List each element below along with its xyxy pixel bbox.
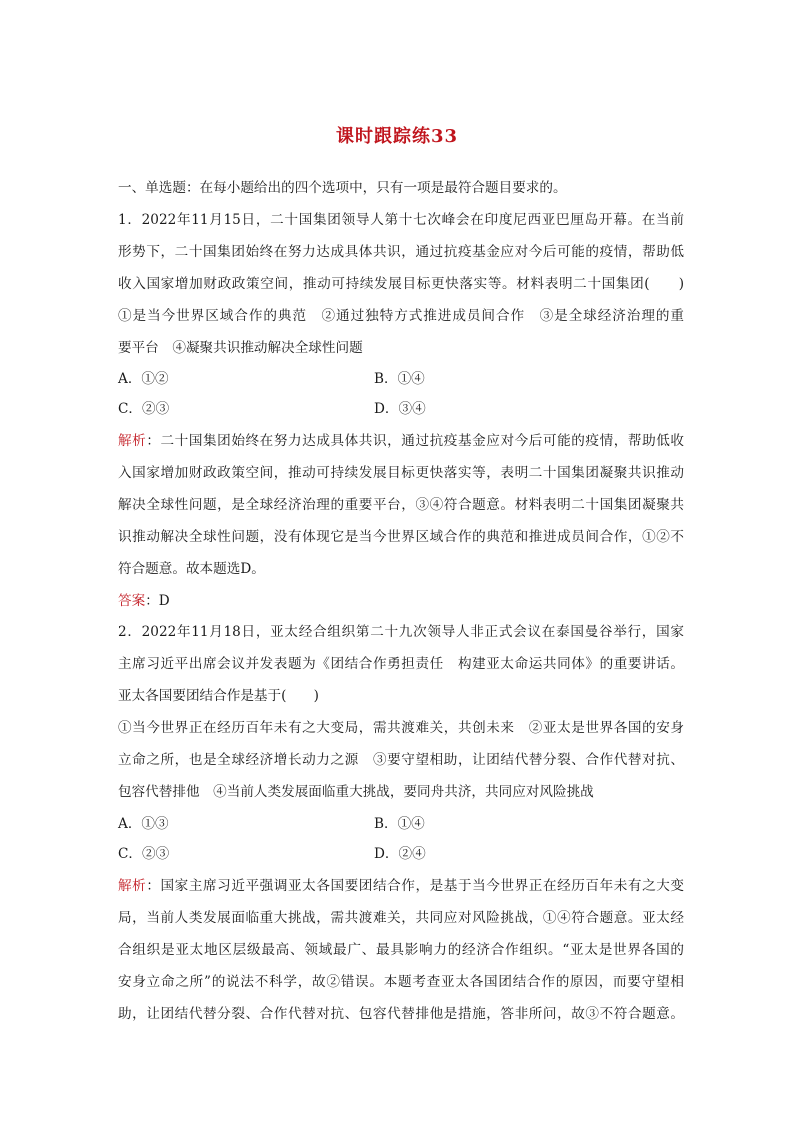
q2-analysis-line-5: 助，让团结代替分裂、合作代替对抗、包容代替排他是措施，答非所问，故③不符合题意。	[118, 1006, 684, 1022]
q1-option-d: D．③④	[374, 401, 426, 417]
q2-stem-line-5: 立命之所，也是全球经济增长动力之源 ③要守望相助，让团结代替分裂、合作代替对抗、	[118, 752, 684, 768]
q2-analysis-line-4: 安身立命之所”的说法不科学，故②错误。本题考查亚太各国团结合作的原因，而要守望相	[118, 974, 684, 990]
q1-answer-label: 答案	[118, 593, 146, 609]
q2-stem-line-4: ①当今世界正在经历百年未有之大变局，需共渡难关，共创未来 ②亚太是世界各国的安身	[118, 720, 684, 736]
q2-stem-line-1: 2．2022年11月18日，亚太经合组织第二十九次领导人非正式会议在泰国曼谷举行，国家	[118, 624, 684, 640]
page-title: 课时跟踪练33	[335, 126, 459, 147]
q1-analysis-line-2: 入国家增加财政政策空间，推动可持续发展目标更快落实等，表明二十国集团凝聚共识推动	[118, 465, 684, 481]
q2-option-a: A．①③	[118, 816, 169, 832]
q1-stem-line-1: 1．2022年11月15日，二十国集团领导人第十七次峰会在印度尼西亚巴厘岛开幕。在当前	[118, 212, 684, 228]
q2-analysis-label: 解析	[118, 878, 147, 894]
q2-analysis-line-1: 解析：国家主席习近平强调亚太各国要团结合作，是基于当今世界正在经历百年未有之大变	[118, 878, 684, 894]
q1-analysis-line-1: 解析：二十国集团始终在努力达成具体共识，通过抗疫基金应对今后可能的疫情，帮助低收	[118, 433, 684, 449]
q1-stem-line-4: ①是当今世界区域合作的典范 ②通过独特方式推进成员间合作 ③是全球经济治理的重	[118, 308, 684, 324]
q1-stem-line-3: 收入国家增加财政政策空间，推动可持续发展目标更快落实等。材料表明二十国集团( )	[118, 276, 684, 292]
q2-analysis-line-2: 局，当前人类发展面临重大挑战，需共渡难关，共同应对风险挑战，①④符合题意。亚太经	[118, 910, 684, 926]
q1-option-b: B．①④	[374, 371, 425, 387]
q2-analysis-line-3: 合组织是亚太地区层级最高、领域最广、最具影响力的经济合作组织。“亚太是世界各国的	[118, 942, 684, 958]
q2-stem-line-2: 主席习近平出席会议并发表题为《团结合作勇担责任 构建亚太命运共同体》的重要讲话。	[118, 656, 684, 672]
q1-analysis-line-5: 符合题意。故本题选D。	[118, 561, 265, 577]
q1-analysis-line-4: 识推动解决全球性问题，没有体现它是当今世界区域合作的典范和推进成员间合作，①②不	[118, 529, 684, 545]
section-header: 一、单选题：在每小题给出的四个选项中，只有一项是最符合题目要求的。	[118, 180, 567, 196]
q1-option-a: A．①②	[118, 371, 169, 387]
q1-stem-line-2: 形势下，二十国集团始终在努力达成具体共识，通过抗疫基金应对今后可能的疫情，帮助低	[118, 244, 684, 260]
q2-stem-line-6: 包容代替排他 ④当前人类发展面临重大挑战，要同舟共济，共同应对风险挑战	[118, 784, 594, 800]
q1-analysis-line-3: 解决全球性问题，是全球经济治理的重要平台，③④符合题意。材料表明二十国集团凝聚共	[118, 497, 684, 513]
q2-option-d: D．②④	[374, 846, 426, 862]
q2-option-b: B．①④	[374, 816, 425, 832]
q1-analysis-label: 解析	[118, 433, 147, 449]
q2-option-c: C．②③	[118, 846, 170, 862]
q1-answer-value: ：D	[145, 593, 170, 609]
q2-stem-line-3: 亚太各国要团结合作是基于( )	[118, 688, 319, 704]
q1-stem-line-5: 要平台 ④凝聚共识推动解决全球性问题	[118, 340, 363, 356]
q1-option-c: C．②③	[118, 401, 170, 417]
q1-answer	[118, 591, 684, 611]
